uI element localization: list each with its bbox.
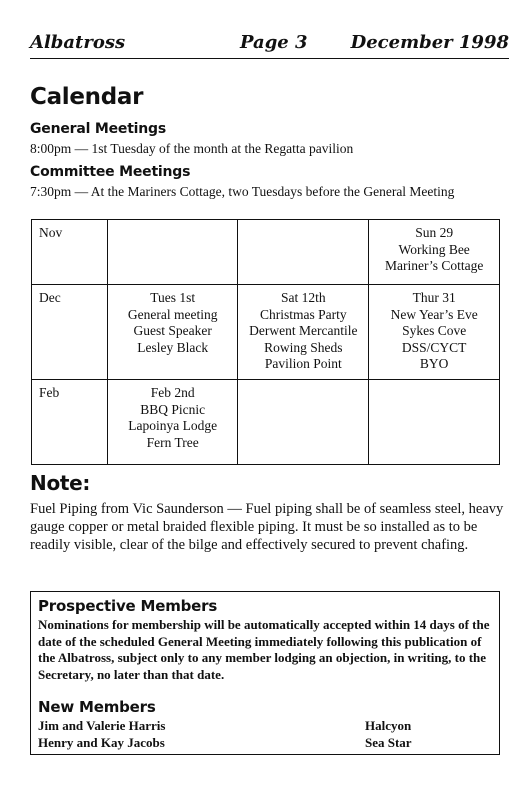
general-meetings-heading: General Meetings (30, 121, 167, 137)
event-cell (369, 380, 500, 465)
table-row (32, 380, 500, 465)
event-line: Lapoinya Lodge (128, 418, 218, 433)
member-name: Jim and Valerie Harris (38, 718, 166, 733)
event-line: General meeting (127, 306, 218, 322)
event-cell (369, 285, 500, 380)
issue-date: December 1998 (350, 32, 509, 53)
month-cell: Feb (32, 380, 108, 465)
event-cell (238, 380, 369, 465)
event-line: Pavilion Point (264, 356, 342, 371)
committee-meetings-text: 7:30pm — At the Mariners Cottage, two Tuesdays before the General Meeting (30, 184, 455, 199)
page-number: Page 3 (240, 32, 308, 53)
member-boat: Halcyon (365, 718, 412, 733)
event-line: Mariner’s Cottage (384, 258, 484, 273)
calendar-table (31, 219, 500, 465)
event-cell (108, 220, 238, 285)
note-body: Fuel Piping from Vic Saunderson — Fuel piping shall be of seamless steel, heavy gauge copper or metal braided flexible piping. It must be so installed as to be readily visible, clear of the bilge and effectively secured to prevent chafing. (30, 501, 504, 553)
event-line: Feb 2nd (150, 385, 195, 400)
event-line: BBQ Picnic (140, 401, 206, 417)
event-line: New Year’s Eve (390, 306, 478, 322)
event-line: Sun 29 (415, 225, 454, 240)
page-header (30, 28, 509, 59)
members-box (30, 591, 500, 755)
note-heading: Note: (30, 471, 91, 495)
event-line: Fern Tree (146, 434, 199, 450)
event-cell (238, 285, 369, 380)
event-line: Working Bee (398, 241, 470, 257)
event-cell (108, 285, 238, 380)
new-members-heading: New Members (38, 698, 156, 716)
calendar-title: Calendar (30, 84, 144, 110)
member-boat: Sea Star (365, 735, 412, 750)
event-line: Sat 12th (281, 290, 326, 305)
event-cell (108, 380, 238, 465)
event-line: Thur 31 (412, 290, 456, 305)
member-name: Henry and Kay Jacobs (38, 735, 165, 750)
committee-meetings-heading: Committee Meetings (30, 164, 191, 180)
publication-name: Albatross (30, 32, 126, 53)
event-line: Tues 1st (150, 290, 196, 305)
prospective-members-heading: Prospective Members (38, 597, 218, 615)
event-line: Christmas Party (260, 306, 347, 322)
event-line: DSS/CYCT (401, 339, 467, 355)
table-row (32, 285, 500, 380)
month-cell: Nov (32, 220, 108, 285)
event-line: Derwent Mercantile (249, 323, 358, 338)
table-row (32, 220, 500, 285)
month-cell: Dec (32, 285, 108, 380)
event-cell (238, 220, 369, 285)
event-line: Rowing Sheds (264, 339, 343, 355)
event-cell (369, 220, 500, 285)
general-meetings-text: 8:00pm — 1st Tuesday of the month at the Regatta pavilion (30, 141, 354, 156)
event-line: BYO (419, 356, 449, 371)
event-line: Lesley Black (137, 339, 209, 355)
prospective-members-text: Nominations for membership will be automatically accepted within 14 days of the date of the scheduled General Meeting immediately following this publication of the Albatross, subject only to any member lodging an objection, in writing, to the Secretary, no later than that date. (38, 617, 490, 682)
event-line: Sykes Cove (402, 323, 467, 338)
event-line: Guest Speaker (133, 323, 212, 338)
